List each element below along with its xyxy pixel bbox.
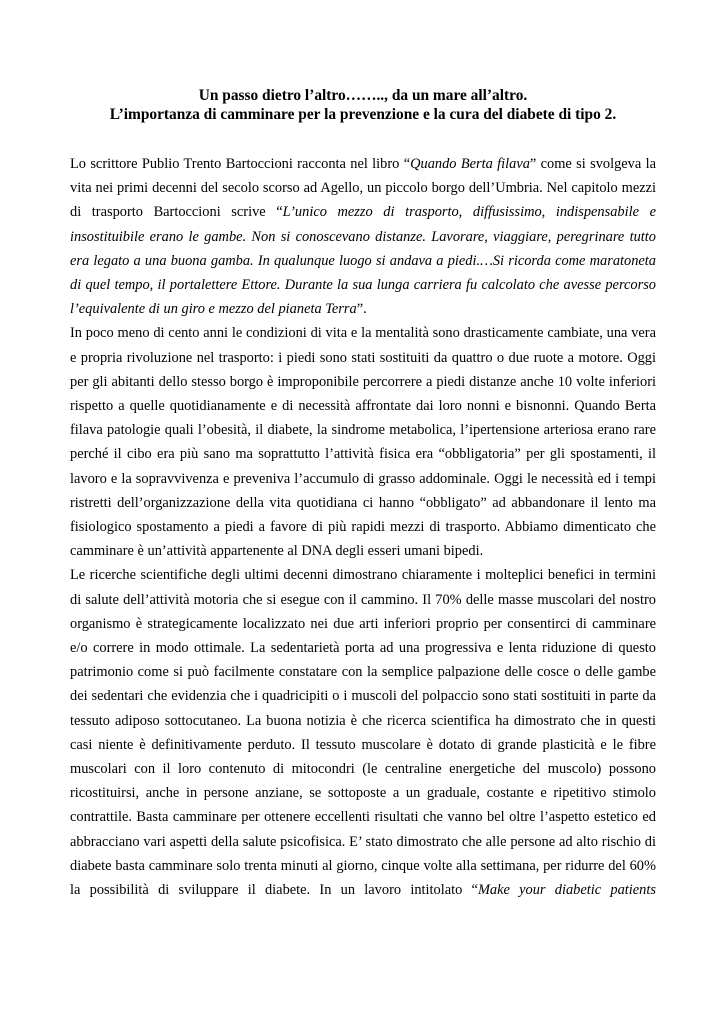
paragraph-3 [70, 563, 656, 902]
document-title-line-1: Un passo dietro l’altro…….., da un mare all’altro. [198, 87, 528, 104]
work-title: Make your diabetic patients [477, 882, 656, 899]
bartoccioni-quote: L’unico mezzo di trasporto, diffusissimo, indispensabile e insostituibile erano le gambe. Non si conoscevano distanze. Lavorare, viaggiare, peregrinare tutto era legato a una buona gamba. In qualunque luogo si andava a piedi.…Si ricorda come maratoneta di quel tempo, il portalettere Ettore. Durante la sua lunga carriera fu calcolato che avesse percorso l’equivalente di un giro e mezzo del pianeta Terra [70, 204, 656, 318]
paragraph-3-text-a: Le ricerche scientifiche degli ultimi decenni dimostrano chiaramente i molteplici benefici in termini di salute dell’attività motoria che si esegue con il cammino. Il 70% delle masse muscolari del nostro organismo è strategicamente localizzato nei due arti inferiori proprio per consentirci di camminare e/o correre in modo ottimale. La sedentarietà porta ad una progressiva e lenta riduzione di questo patrimonio come si può facilmente constatare con la semplice palpazione delle cosce o delle gambe dei sedentari che evidenzia che i quadricipiti o i muscoli del polpaccio sono stati sostituiti in parte da tessuto adiposo sottocutaneo. La buona notizia è che ricerca scientifica ha dimostrato che in questi casi niente è definitivamente perduto. Il tessuto muscolare è dotato di grande plasticità e le fibre muscolari con il loro contenuto di mitocondri (le centraline energetiche del muscolo) possono ricostituirsi, anche in persone anziane, se sottoposte a un graduale, costante e ripetitivo stimolo contrattile. Basta camminare per ottenere eccellenti risultati che vanno bel oltre l’aspetto estetico ed abbracciano vari aspetti della salute psicofisica. E’ stato dimostrato che alle persone ad alto rischio di diabete basta camminare solo trenta minuti al giorno, cinque volte alla settimana, per ridurre del 60% la possibilità di sviluppare il diabete. In un lavoro intitolato “ [70, 567, 656, 899]
document-title-line-2: L’importanza di camminare per la prevenzione e la cura del diabete di tipo 2. [109, 106, 617, 123]
title-block [70, 86, 656, 124]
paragraph-2: In poco meno di cento anni le condizioni di vita e la mentalità sono drasticamente cambiate, una vera e propria rivoluzione nel trasporto: i piedi sono stati sostituiti da quattro o due ruote a motore. Oggi per gli abitanti dello stesso borgo è improponibile percorrere a piedi distanze anche 10 volte inferiori rispetto a quelle quotidianamente e di necessità affrontate dai loro nonni e bisnonni. Quando Berta filava patologie quali l’obesità, il diabete, la sindrome metabolica, l’ipertensione arteriosa erano rare perché il cibo era più sano ma soprattutto l’attività fisica era “obbligatoria” per gli spostamenti, il lavoro e la sopravvivenza e preveniva l’accumulo di grasso addominale. Oggi le necessità ed i tempi ristretti dell’organizzazione della vita quotidiana ci hanno “obbligato” ad abbandonare il lento ma fisiologico spostamento a piedi a favore di più rapidi mezzi di trasporto. Abbiamo dimenticato che camminare è un’attività appartenente al DNA degli esseri umani bipedi. [70, 325, 656, 560]
document-page [70, 86, 656, 902]
book-title: Quando Berta filava [410, 156, 530, 172]
paragraph-1-text-a: Lo scrittore Publio Trento Bartoccioni racconta nel libro “ [70, 156, 411, 172]
paragraph-1-text-b: ” come si svolgeva la vita nei primi decenni del secolo scorso ad Agello, un piccolo borgo dell’Umbria. Nel capitolo mezzi di trasporto Bartoccioni scrive “ [70, 156, 656, 221]
paragraph-1 [70, 152, 656, 321]
paragraph-1-text-c: ”. [356, 301, 367, 318]
